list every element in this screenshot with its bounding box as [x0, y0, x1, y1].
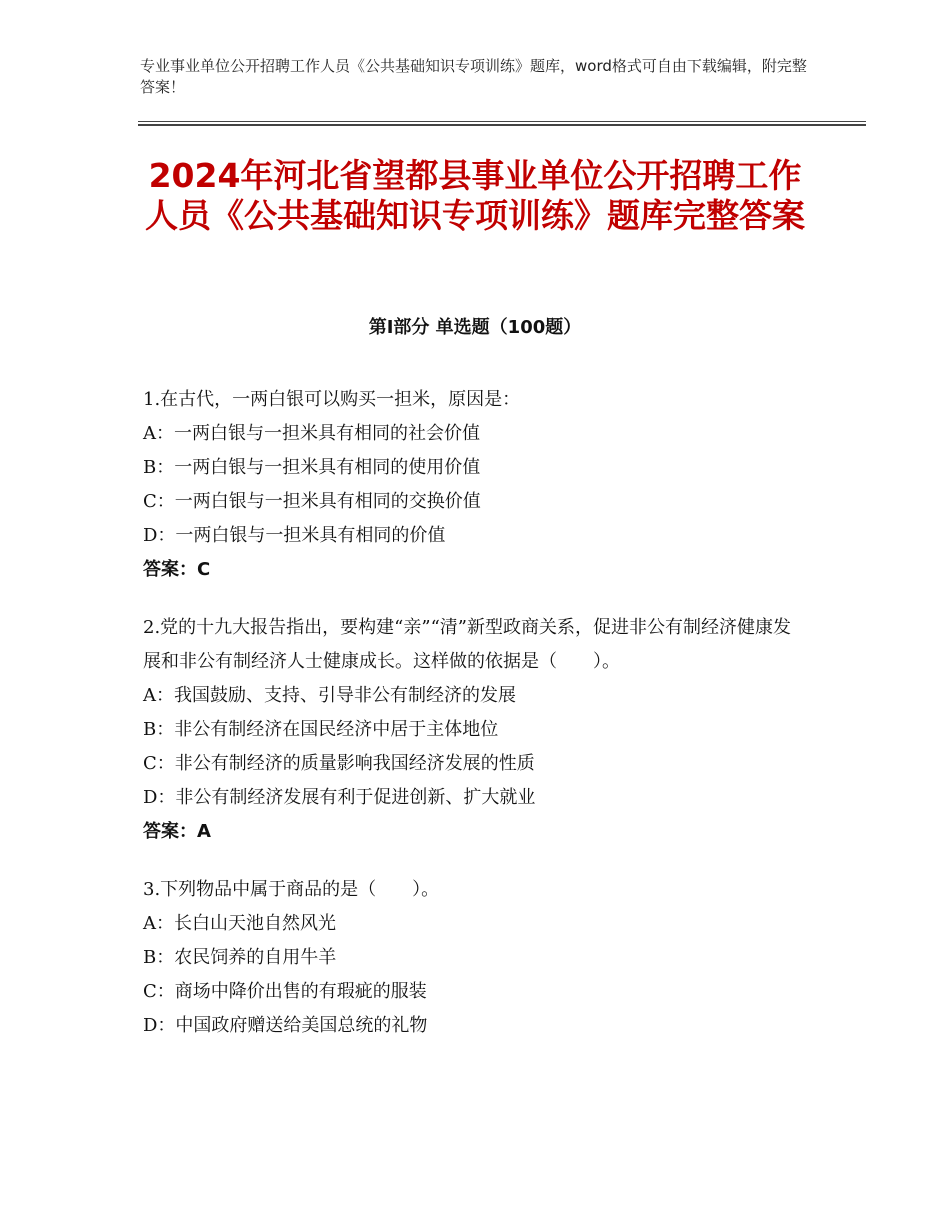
- answer: 答案：C: [143, 559, 211, 580]
- option-a: A：长白山天池自然风光: [143, 913, 336, 934]
- option-a: A：一两白银与一担米具有相同的社会价值: [143, 423, 480, 444]
- header-rule-thick: [138, 124, 866, 126]
- question-stem: 2.党的十九大报告指出，要构建“亲”“清”新型政商关系，促进非公有制经济健康发展和非公有制经济人士健康成长。这样做的依据是（ ）。: [143, 617, 791, 672]
- option-c: C：非公有制经济的质量影响我国经济发展的性质: [143, 753, 535, 774]
- header-rule-thin: [138, 121, 866, 122]
- answer: 答案：A: [143, 821, 211, 842]
- option-b: B：一两白银与一担米具有相同的使用价值: [143, 457, 481, 478]
- question-list: [143, 383, 803, 1067]
- option-d: D：非公有制经济发展有利于促进创新、扩大就业: [143, 787, 536, 808]
- question-stem: 3.下列物品中属于商品的是（ ）。: [143, 879, 440, 900]
- question-3: [143, 873, 803, 1043]
- option-c: C：一两白银与一担米具有相同的交换价值: [143, 491, 481, 512]
- option-b: B：农民饲养的自用牛羊: [143, 947, 337, 968]
- option-b: B：非公有制经济在国民经济中居于主体地位: [143, 719, 499, 740]
- option-d: D：一两白银与一担米具有相同的价值: [143, 525, 446, 546]
- header-note: 专业事业单位公开招聘工作人员《公共基础知识专项训练》题库，word格式可自由下载编辑，附完整答案！: [140, 57, 807, 96]
- section-heading: 第Ⅰ部分 单选题（100题）: [368, 317, 582, 338]
- question-stem: 1.在古代，一两白银可以购买一担米，原因是：: [143, 389, 521, 410]
- question-1: [143, 383, 803, 587]
- question-2: [143, 611, 803, 849]
- document-title: 2024年河北省望都县事业单位公开招聘工作人员《公共基础知识专项训练》题库完整答案: [145, 156, 805, 235]
- option-c: C：商场中降价出售的有瑕疵的服装: [143, 981, 427, 1002]
- option-a: A：我国鼓励、支持、引导非公有制经济的发展: [143, 685, 516, 706]
- option-d: D：中国政府赠送给美国总统的礼物: [143, 1015, 428, 1036]
